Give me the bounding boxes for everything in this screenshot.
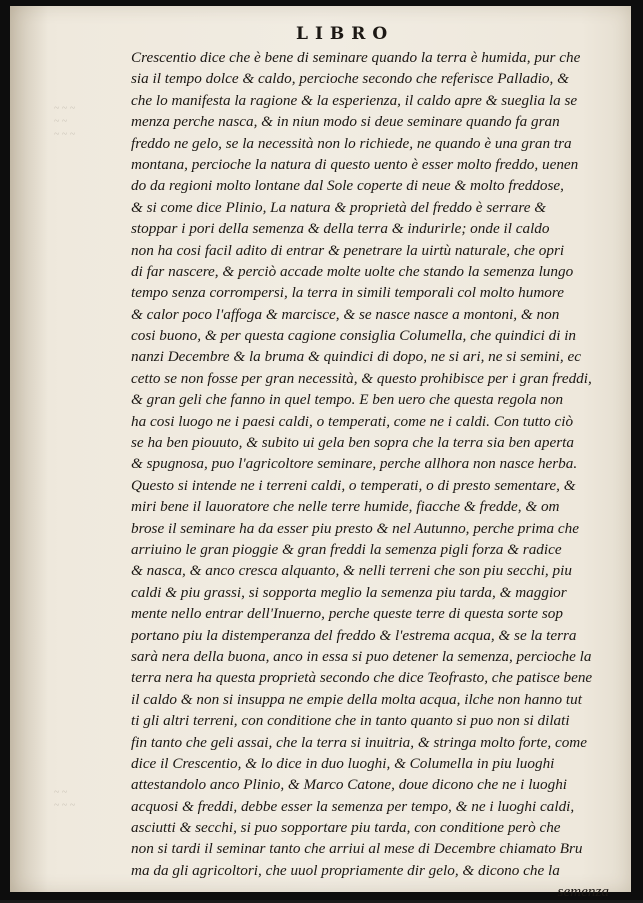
text-line: che lo manifesta la ragione & la esperienza, il caldo apre & sueglia la se [131, 91, 578, 109]
text-line: Crescentio dice che è bene di seminare quando la terra è humida, pur che [131, 49, 581, 66]
text-line: di far nascere, & perciò accade molte uolte che stando la semenza lungo [131, 262, 574, 280]
text-line: miri bene il lauoratore che nelle terre humide, fiacche & fredde, & om [131, 498, 560, 516]
show-through-marks: ~ ~ ~ ~ ~ ~ ~ ~ [54, 103, 76, 140]
text-line: Questo si intende ne i terreni caldi, o temperati, o di presto sementare, & [131, 476, 576, 494]
text-line: menza perche nasca, & in niun modo si deue seminare quando fa gran [131, 113, 560, 131]
text-line: do da regioni molto lontane dal Sole coperte di neue & molto freddose, [131, 177, 564, 195]
text-line: dice il Crescentio, & lo dice in duo luoghi, & Columella in piu luoghi [131, 754, 555, 772]
text-line: cosi buono, & per questa cagione consiglia Columella, che quindici di in [131, 327, 577, 345]
text-line: asciutti & secchi, si puo sopportare piu tarda, con conditione però che [131, 819, 561, 837]
text-line: & si come dice Plinio, La natura & proprietà del freddo è serrare & [131, 198, 547, 216]
catchword: semenza [557, 883, 609, 901]
text-line: & gran geli che fanno in quel tempo. E ben uero che questa regola non [131, 391, 564, 409]
text-line: freddo ne gelo, se la necessità non lo richiede, ne quando è una gran tra [131, 134, 572, 152]
text-line: ha cosi luogo ne i paesi caldi, o temperati, come ne i caldi. Con tutto ciò [131, 412, 574, 430]
text-line: non ha cosi facil adito di entrar & penetrare la uirtù naturale, che opri [131, 241, 565, 259]
text-line: ma da gli agricoltori, che uuol propriamente dir gelo, & dicono che la [131, 861, 560, 879]
text-line: fin tanto che geli assai, che la terra si inuitria, & stringa molto forte, come [131, 733, 588, 751]
body-text [131, 47, 613, 903]
text-line: sia il tempo dolce & caldo, percioche secondo che referisce Palladio, & [131, 70, 569, 88]
text-line: & calor poco l'affoga & marcisce, & se nasce nasce a montoni, & non [131, 305, 560, 323]
text-line: nanzi Decembre & la bruma & quindici di dopo, ne si ari, ne si semini, ec [131, 348, 581, 366]
text-line: portano piu la distemperanza del freddo & l'estrema acqua, & se la terra [131, 626, 577, 644]
text-line: brose il seminare ha da esser piu presto & nel Autunno, perche prima che [131, 519, 579, 537]
text-line: stoppar i pori della semenza & della terra & indurirle; onde il caldo [131, 220, 550, 238]
text-line: non si tardi il seminar tanto che arriui al mese di Decembre chiamato Bru [131, 840, 583, 858]
text-line: & spugnosa, puo l'agricoltore seminare, perche allhora non nasce herba. [131, 455, 578, 473]
text-line: caldi & piu grassi, si sopporta meglio la semenza piu tarda, & maggior [131, 583, 567, 601]
text-line: terra nera ha questa proprietà secondo che dice Teofrasto, che patisce bene [131, 669, 593, 687]
show-through-marks-lower: ~ ~ ~ ~ ~ [54, 787, 76, 811]
text-line: sarà nera della buona, anco in essa si puo detener la semenza, percioche la [131, 647, 592, 665]
text-line: acquosi & freddi, debbe esser la semenza per tempo, & ne i luoghi caldi, [131, 797, 575, 815]
text-line: & nasca, & anco cresca alquanto, & nelli terreni che son piu secchi, piu [131, 562, 572, 580]
text-line: ti gli altri terreni, con conditione che in tanto quanto si puo non si dilati [131, 712, 570, 730]
running-head: LIBRO [296, 24, 395, 44]
page-gutter-shadow [10, 6, 48, 892]
text-line: montana, percioche la natura di questo uento è esser molto freddo, uenen [131, 155, 579, 173]
text-line: se ha ben piouuto, & subito ui gela ben sopra che la terra sia ben aperta [131, 434, 574, 452]
text-line: il caldo & non si insuppa ne empie della molta acqua, ilche non hanno tut [131, 690, 582, 708]
text-line: tempo senza corrompersi, la terra in simili temporali col molto humore [131, 284, 564, 302]
text-line: cetto se non fosse per gran necessità, & questo prohibisce per i gran freddi, [131, 369, 592, 387]
text-line: arriuino le gran pioggie & gran freddi la semenza pigli forza & radice [131, 540, 562, 558]
text-line: attestandolo anco Plinio, & Marco Catone, doue dicono che ne i luoghi [131, 776, 568, 794]
text-line: mente nello entrar dell'Inuerno, perche queste terre di questa sorte sop [131, 605, 563, 623]
